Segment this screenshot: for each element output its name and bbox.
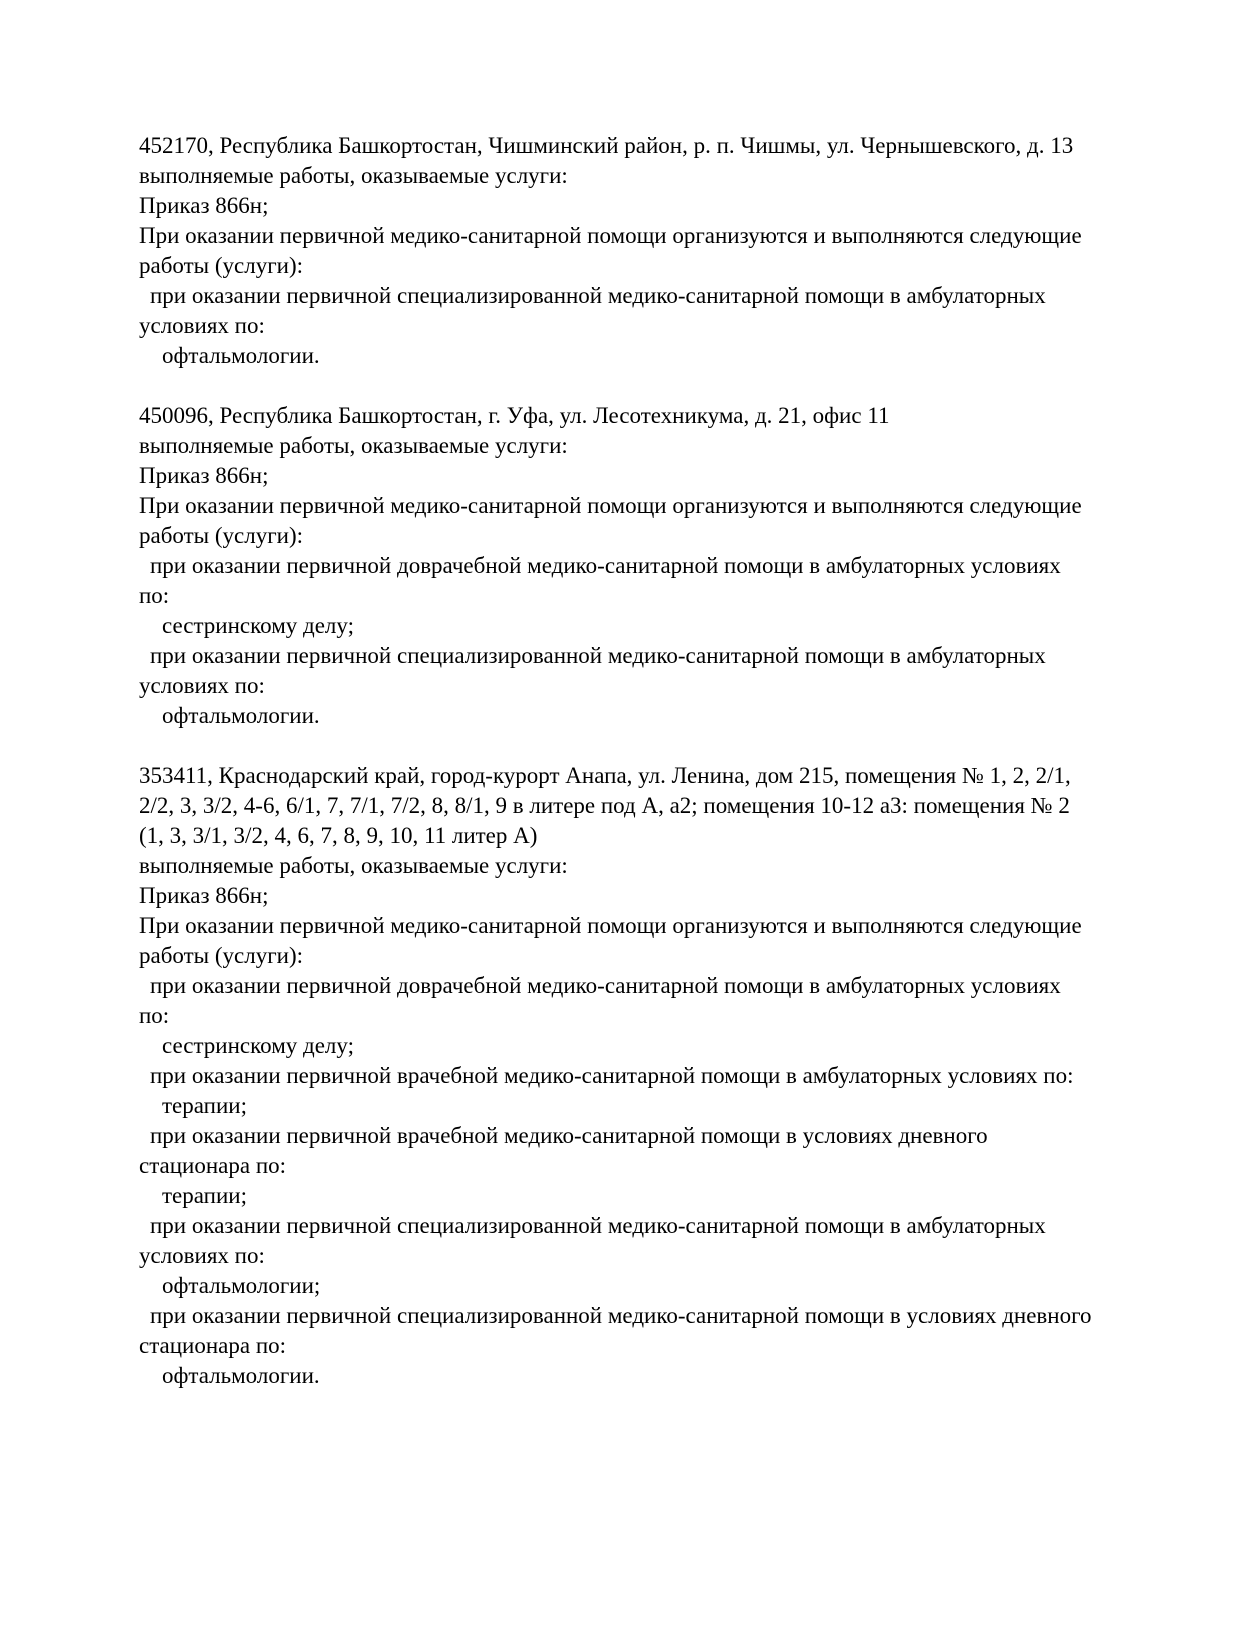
text-line: работы (услуги): [139, 943, 303, 968]
text-line: при оказании первичной специализированной медико-санитарной помощи в амбулаторных [150, 283, 1046, 308]
text-line: 450096, Республика Башкортостан, г. Уфа, ул. Лесотехникума, д. 21, офис 11 [139, 403, 890, 428]
text-line: при оказании первичной врачебной медико-санитарной помощи в амбулаторных условиях по: [150, 1063, 1074, 1088]
address-block [139, 401, 1199, 731]
text-line: 353411, Краснодарский край, город-курорт Анапа, ул. Ленина, дом 215, помещения № 1, 2, 2/1, [139, 763, 1071, 788]
text-line: офтальмологии. [162, 343, 320, 368]
text-line: сестринскому делу; [162, 1033, 354, 1058]
text-line: при оказании первичной доврачебной медико-санитарной помощи в амбулаторных условиях [150, 973, 1061, 998]
text-line: (1, 3, 3/1, 3/2, 4, 6, 7, 8, 9, 10, 11 литер А) [139, 823, 538, 848]
text-line: 452170, Республика Башкортостан, Чишминский район, р. п. Чишмы, ул. Чернышевского, д. 13 [139, 133, 1074, 158]
text-line: условиях по: [139, 1243, 265, 1268]
text-line: стационара по: [139, 1333, 287, 1358]
text-line: офтальмологии; [162, 1273, 321, 1298]
document-text [139, 131, 1199, 1391]
text-line: условиях по: [139, 313, 265, 338]
text-line: выполняемые работы, оказываемые услуги: [139, 163, 568, 188]
address-block [139, 131, 1199, 371]
text-line: по: [139, 583, 170, 608]
text-line: терапии; [162, 1183, 247, 1208]
text-line: при оказании первичной специализированной медико-санитарной помощи в амбулаторных [150, 1213, 1046, 1238]
text-line: При оказании первичной медико-санитарной помощи организуются и выполняются следующие [139, 913, 1082, 938]
text-line: при оказании первичной специализированной медико-санитарной помощи в амбулаторных [150, 643, 1046, 668]
text-line: Приказ 866н; [139, 193, 269, 218]
text-line: при оказании первичной врачебной медико-санитарной помощи в условиях дневного [150, 1123, 988, 1148]
text-line: по: [139, 1003, 170, 1028]
text-line: работы (услуги): [139, 253, 303, 278]
text-line: работы (услуги): [139, 523, 303, 548]
text-line: При оказании первичной медико-санитарной помощи организуются и выполняются следующие [139, 493, 1082, 518]
text-line: Приказ 866н; [139, 883, 269, 908]
text-line: офтальмологии. [162, 1363, 320, 1388]
text-line: выполняемые работы, оказываемые услуги: [139, 433, 568, 458]
address-block [139, 761, 1199, 1391]
text-line: Приказ 866н; [139, 463, 269, 488]
text-line: при оказании первичной доврачебной медико-санитарной помощи в амбулаторных условиях [150, 553, 1061, 578]
text-line: условиях по: [139, 673, 265, 698]
text-line: При оказании первичной медико-санитарной помощи организуются и выполняются следующие [139, 223, 1082, 248]
text-line: терапии; [162, 1093, 247, 1118]
text-line: стационара по: [139, 1153, 287, 1178]
text-line: выполняемые работы, оказываемые услуги: [139, 853, 568, 878]
text-line: сестринскому делу; [162, 613, 354, 638]
text-line: при оказании первичной специализированной медико-санитарной помощи в условиях дневного [150, 1303, 1092, 1328]
text-line: офтальмологии. [162, 703, 320, 728]
text-line: 2/2, 3, 3/2, 4-6, 6/1, 7, 7/1, 7/2, 8, 8/1, 9 в литере под А, а2; помещения 10-12 а3: помещения № 2 [139, 793, 1070, 818]
